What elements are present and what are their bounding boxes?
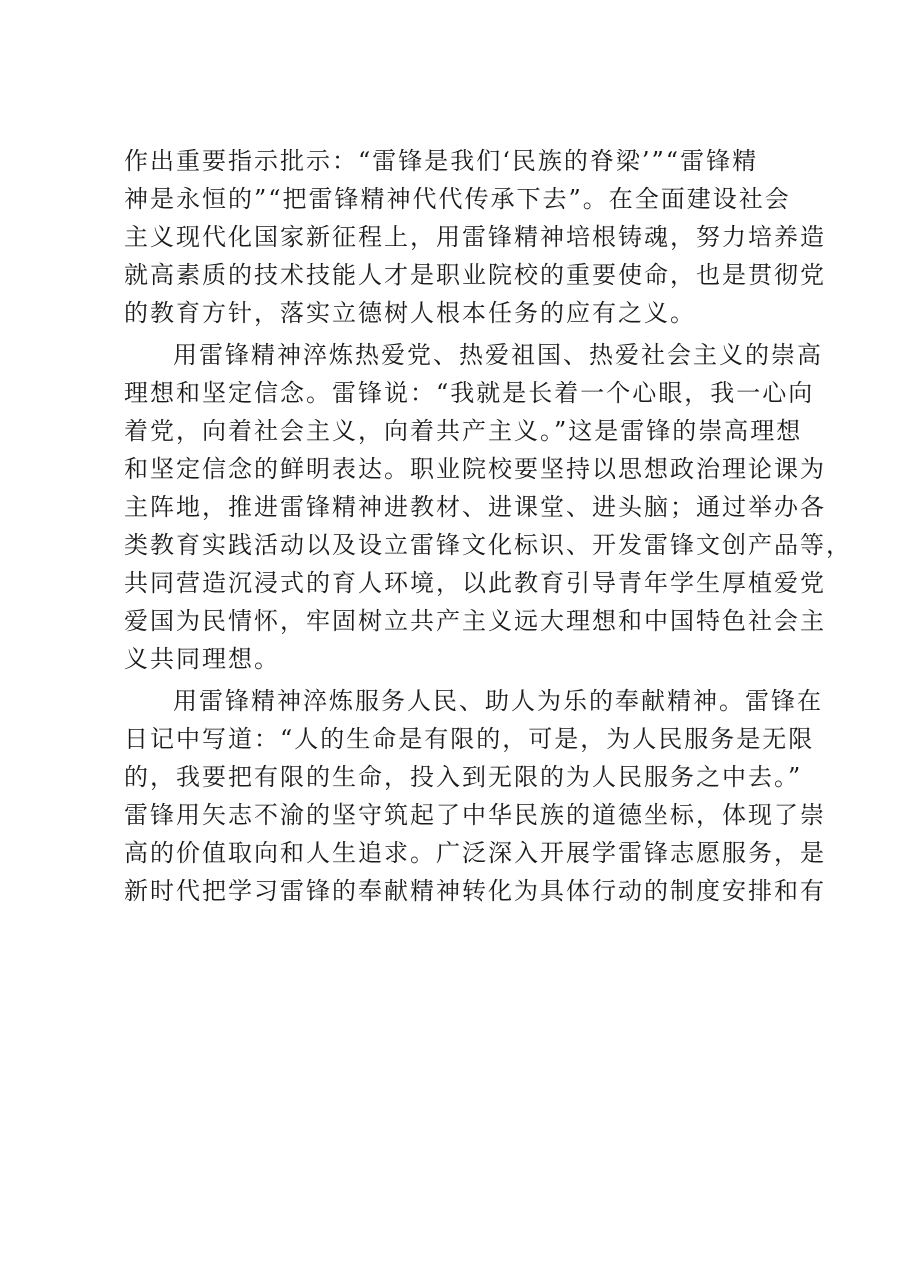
text-line: 义共同理想。 — [124, 645, 280, 673]
text-line: 新时代把学习雷锋的奉献精神转化为具体行动的制度安排和有 — [124, 877, 826, 905]
text-line: 共同营造沉浸式的育人环境，以此教育引导青年学生厚植爱党 — [124, 569, 826, 597]
paragraph — [124, 142, 826, 332]
text-line: 用雷锋精神淬炼热爱党、热爱祖国、热爱社会主义的崇高 — [173, 341, 823, 369]
text-line: 雷锋用矢志不渝的坚守筑起了中华民族的道德坐标，体现了崇 — [124, 801, 826, 829]
text-line: 用雷锋精神淬炼服务人民、助人为乐的奉献精神。雷锋在 — [173, 687, 823, 715]
text-line: 着党，向着社会主义，向着共产主义。”这是雷锋的崇高理想 — [124, 417, 803, 445]
text-line: 的教育方针，落实立德树人根本任务的应有之义。 — [124, 299, 696, 327]
text-line: 主阵地，推进雷锋精神进教材、进课堂、进头脑；通过举办各 — [124, 493, 826, 521]
text-line: 日记中写道：“人的生命是有限的，可是，为人民服务是无限 — [124, 725, 815, 753]
text-line: 爱国为民情怀，牢固树立共产主义远大理想和中国特色社会主 — [124, 607, 826, 635]
paragraph — [124, 682, 826, 910]
text-line: 就高素质的技术技能人才是职业院校的重要使命，也是贯彻党 — [124, 261, 826, 289]
text-line: 高的价值取向和人生追求。广泛深入开展学雷锋志愿服务，是 — [124, 839, 826, 867]
body-text — [124, 142, 852, 910]
text-line: 神是永恒的”“把雷锋精神代代传承下去”。在全面建设社会 — [124, 185, 791, 213]
text-line: 的，我要把有限的生命，投入到无限的为人民服务之中去。” — [124, 763, 803, 791]
text-line: 类教育实践活动以及设立雷锋文化标识、开发雷锋文创产品等， — [124, 531, 852, 559]
text-line: 理想和坚定信念。雷锋说：“我就是长着一个心眼，我一心向 — [124, 379, 815, 407]
paragraph — [124, 336, 852, 678]
text-line: 和坚定信念的鲜明表达。职业院校要坚持以思想政治理论课为 — [124, 455, 826, 483]
text-line: 作出重要指示批示：“雷锋是我们‘民族的脊梁’”“雷锋精 — [124, 147, 759, 175]
text-line: 主义现代化国家新征程上，用雷锋精神培根铸魂，努力培养造 — [124, 223, 826, 251]
